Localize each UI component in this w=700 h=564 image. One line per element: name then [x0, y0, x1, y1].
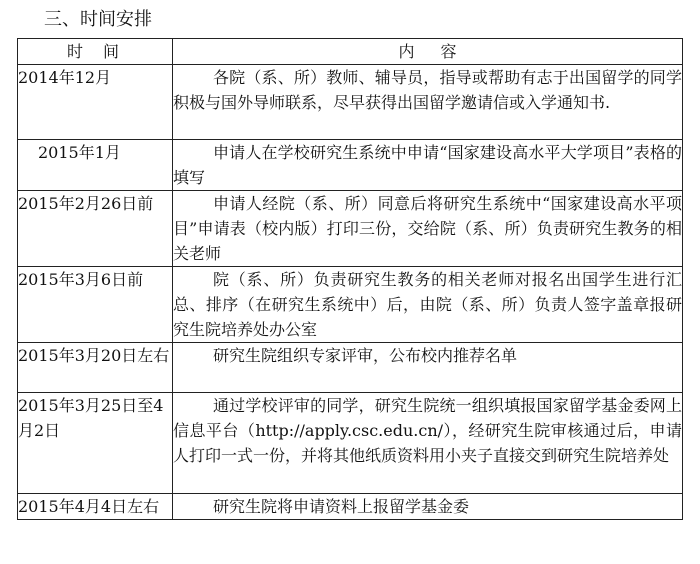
table-row [18, 65, 683, 140]
section-title: 三、时间安排 [44, 9, 152, 30]
table-header-row [18, 39, 683, 65]
table-row [18, 267, 683, 343]
table-row [18, 343, 683, 393]
header-time: 时间 [18, 39, 173, 65]
table-row [18, 393, 683, 494]
row-content: 申请人在学校研究生系统中申请“国家建设高水平大学项目”表格的填写 [173, 140, 683, 191]
table-row [18, 191, 683, 267]
table-row [18, 494, 683, 520]
row-content: 申请人经院（系、所）同意后将研究生系统中“国家建设高水平项目”申请表（校内版）打印三份，交给院（系、所）负责研究生教务的相关老师 [173, 191, 683, 267]
row-content: 通过学校评审的同学，研究生院统一组织填报国家留学基金委网上信息平台（http://apply.csc.edu.cn/），经研究生院审核通过后，申请人打印一式一份，并将其他纸质资料用小夹子直接交到研究生院培养处 [173, 393, 683, 494]
schedule-table [17, 38, 683, 520]
row-time: 2014年12月 [18, 65, 173, 140]
row-time: 2015年3月6日前 [18, 267, 173, 343]
row-time: 2015年3月25日至4月2日 [18, 393, 173, 494]
row-time: 2015年1月 [18, 140, 173, 191]
row-content: 各院（系、所）教师、辅导员，指导或帮助有志于出国留学的同学积极与国外导师联系，尽早获得出国留学邀请信或入学通知书. [173, 65, 683, 140]
header-content: 内容 [173, 39, 683, 65]
row-content: 院（系、所）负责研究生教务的相关老师对报名出国学生进行汇总、排序（在研究生系统中）后，由院（系、所）负责人签字盖章报研究生院培养处办公室 [173, 267, 683, 343]
row-content: 研究生院将申请资料上报留学基金委 [173, 494, 683, 520]
table-row [18, 140, 683, 191]
row-time: 2015年4月4日左右 [18, 494, 173, 520]
row-content: 研究生院组织专家评审，公布校内推荐名单 [173, 343, 683, 393]
row-time: 2015年2月26日前 [18, 191, 173, 267]
row-time: 2015年3月20日左右 [18, 343, 173, 393]
